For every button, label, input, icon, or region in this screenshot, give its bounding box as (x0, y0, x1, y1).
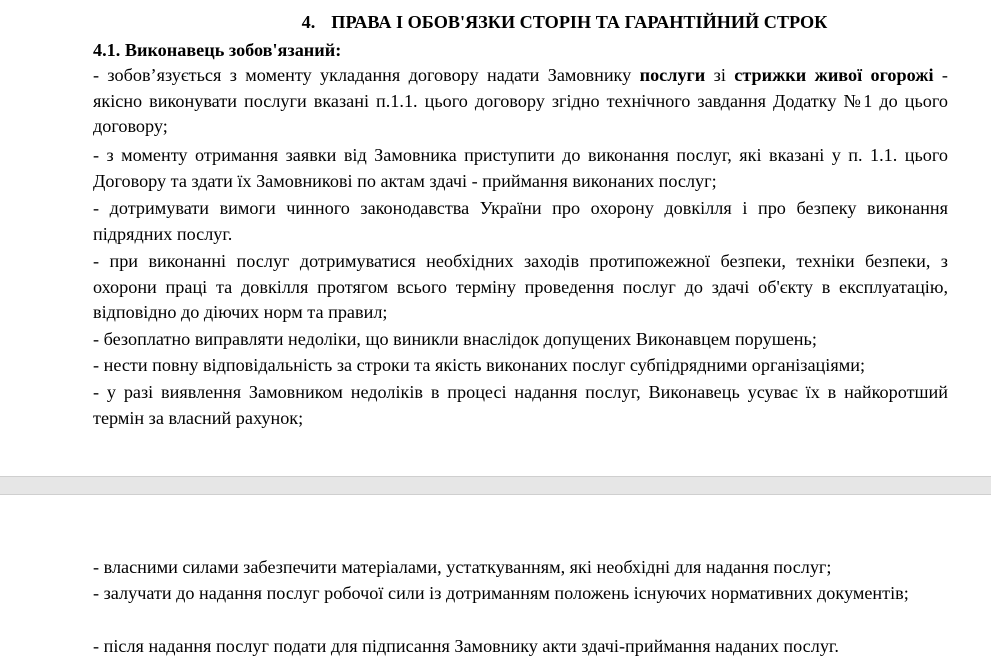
obligation-paragraph-1 (93, 63, 948, 140)
obligation-paragraph-9: - залучати до надання послуг робочої сили із дотриманням положень існуючих нормативних документів; (93, 583, 909, 603)
obligation-paragraph-8: - власними силами забезпечити матеріалами, устаткуванням, які необхідні для надання послуг; (93, 557, 832, 577)
section-number: 4. (301, 12, 316, 32)
document-page-2 (0, 495, 991, 662)
paragraph-text: - зобов’язується з моменту укладання договору надати Замовнику (93, 65, 640, 85)
obligation-paragraph-7: - у разі виявлення Замовником недоліків в процесі надання послуг, Виконавець усуває їх в найкоротший термін за власний рахунок; (93, 382, 948, 428)
bold-text-hedge-trimming: стрижки живої огорожі (734, 65, 934, 85)
page-separator (0, 476, 991, 495)
section-heading (0, 10, 991, 34)
obligation-paragraph-5: - безоплатно виправляти недоліки, що виникли внаслідок допущених Виконавцем порушень; (93, 329, 817, 349)
obligation-paragraph-4: - при виконанні послуг дотримуватися необхідних заходів протипожежної безпеки, техніки безпеки, з охорони праці та довкілля протягом всього терміну проведення послуг до здачі об'єкту в експлуатацію, відповідно до діючих норм та правил; (93, 251, 948, 322)
obligation-paragraph-2: - з моменту отримання заявки від Замовника приступити до виконання послуг, які вказані у п. 1.1. цього Договору та здати їх Замовникові по актам здачі - приймання виконаних послуг; (93, 145, 948, 191)
section-title: ПРАВА І ОБОВ'ЯЗКИ СТОРІН ТА ГАРАНТІЙНИЙ СТРОК (331, 12, 828, 32)
subsection-heading: 4.1. Виконавець зобов'язаний: (93, 40, 342, 60)
paragraph-text: зі (705, 65, 735, 85)
obligation-paragraph-6: - нести повну відповідальність за строки та якість виконаних послуг субпідрядними організаціями; (93, 355, 866, 375)
paragraph-text: - якісно виконувати послуги вказані п.1.1. цього договору згідно технічного завдання Додатку №1 до цього договору; (93, 65, 948, 136)
bold-text-services: послуги (639, 65, 706, 85)
obligation-paragraph-10: - після надання послуг подати для підписання Замовнику акти здачі-приймання наданих послуг. (93, 636, 839, 656)
obligation-paragraph-3: - дотримувати вимоги чинного законодавства України про охорону довкілля і про безпеку виконання підрядних послуг. (93, 198, 948, 244)
